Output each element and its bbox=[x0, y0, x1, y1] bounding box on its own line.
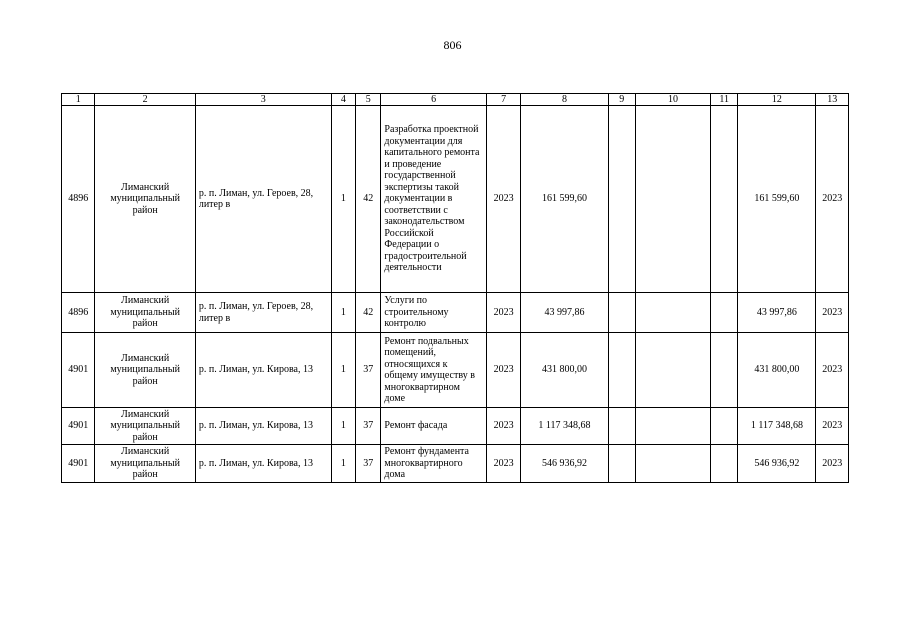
municipality-cell: Лиманский муниципальный район bbox=[95, 408, 195, 445]
table-row bbox=[62, 445, 849, 483]
col12-amount-cell: 431 800,00 bbox=[738, 333, 816, 408]
column-header: 6 bbox=[381, 94, 486, 106]
address-cell: р. п. Лиман, ул. Кирова, 13 bbox=[195, 408, 331, 445]
municipality-cell: Лиманский муниципальный район bbox=[95, 333, 195, 408]
col4-cell: 1 bbox=[331, 333, 355, 408]
column-number-row bbox=[62, 94, 849, 106]
col13-year-cell: 2023 bbox=[816, 408, 849, 445]
col5-cell: 42 bbox=[356, 106, 381, 293]
col10-cell bbox=[635, 445, 710, 483]
work-type-cell: Ремонт фасада bbox=[381, 408, 486, 445]
column-header: 7 bbox=[486, 94, 520, 106]
page-number: 806 bbox=[443, 38, 462, 52]
col5-cell: 37 bbox=[356, 445, 381, 483]
column-header: 4 bbox=[331, 94, 355, 106]
col11-cell bbox=[710, 333, 737, 408]
building-id-cell: 4901 bbox=[62, 445, 95, 483]
amount-cell: 431 800,00 bbox=[521, 333, 608, 408]
municipality-cell: Лиманский муниципальный район bbox=[95, 293, 195, 333]
col11-cell bbox=[710, 293, 737, 333]
col12-amount-cell: 546 936,92 bbox=[738, 445, 816, 483]
col13-year-cell: 2023 bbox=[816, 106, 849, 293]
address-cell: р. п. Лиман, ул. Кирова, 13 bbox=[195, 445, 331, 483]
col12-amount-cell: 43 997,86 bbox=[738, 293, 816, 333]
col11-cell bbox=[710, 106, 737, 293]
col10-cell bbox=[635, 106, 710, 293]
col13-year-cell: 2023 bbox=[816, 445, 849, 483]
work-type-cell: Разработка проектной документации для капитального ремонта и проведение государственной экспертизы такой документации в соответствии с законодательством Российской Федерации о градостроительной деятельности bbox=[381, 106, 486, 293]
column-header: 3 bbox=[195, 94, 331, 106]
col11-cell bbox=[710, 445, 737, 483]
year-cell: 2023 bbox=[486, 293, 520, 333]
municipality-cell: Лиманский муниципальный район bbox=[95, 445, 195, 483]
col5-cell: 37 bbox=[356, 333, 381, 408]
year-cell: 2023 bbox=[486, 408, 520, 445]
table-row bbox=[62, 333, 849, 408]
col4-cell: 1 bbox=[331, 106, 355, 293]
year-cell: 2023 bbox=[486, 106, 520, 293]
table-row bbox=[62, 293, 849, 333]
column-header: 2 bbox=[95, 94, 195, 106]
work-type-cell: Ремонт фундамента многоквартирного дома bbox=[381, 445, 486, 483]
column-header: 11 bbox=[710, 94, 737, 106]
column-header: 1 bbox=[62, 94, 95, 106]
col5-cell: 42 bbox=[356, 293, 381, 333]
col10-cell bbox=[635, 293, 710, 333]
building-id-cell: 4901 bbox=[62, 408, 95, 445]
building-id-cell: 4901 bbox=[62, 333, 95, 408]
col12-amount-cell: 1 117 348,68 bbox=[738, 408, 816, 445]
col5-cell: 37 bbox=[356, 408, 381, 445]
address-cell: р. п. Лиман, ул. Героев, 28, литер в bbox=[195, 106, 331, 293]
col11-cell bbox=[710, 408, 737, 445]
col10-cell bbox=[635, 408, 710, 445]
col9-cell bbox=[608, 333, 635, 408]
col4-cell: 1 bbox=[331, 445, 355, 483]
col9-cell bbox=[608, 445, 635, 483]
column-header: 13 bbox=[816, 94, 849, 106]
column-header: 9 bbox=[608, 94, 635, 106]
col9-cell bbox=[608, 106, 635, 293]
address-cell: р. п. Лиман, ул. Кирова, 13 bbox=[195, 333, 331, 408]
col4-cell: 1 bbox=[331, 408, 355, 445]
capital-repair-table bbox=[61, 93, 849, 483]
municipality-cell: Лиманский муниципальный район bbox=[95, 106, 195, 293]
amount-cell: 161 599,60 bbox=[521, 106, 608, 293]
building-id-cell: 4896 bbox=[62, 106, 95, 293]
year-cell: 2023 bbox=[486, 445, 520, 483]
col9-cell bbox=[608, 293, 635, 333]
col10-cell bbox=[635, 333, 710, 408]
column-header: 12 bbox=[738, 94, 816, 106]
address-cell: р. п. Лиман, ул. Героев, 28, литер в bbox=[195, 293, 331, 333]
col12-amount-cell: 161 599,60 bbox=[738, 106, 816, 293]
amount-cell: 546 936,92 bbox=[521, 445, 608, 483]
table-row bbox=[62, 106, 849, 293]
work-type-cell: Услуги по строительному контролю bbox=[381, 293, 486, 333]
col9-cell bbox=[608, 408, 635, 445]
col4-cell: 1 bbox=[331, 293, 355, 333]
table-row bbox=[62, 408, 849, 445]
amount-cell: 1 117 348,68 bbox=[521, 408, 608, 445]
column-header: 10 bbox=[635, 94, 710, 106]
column-header: 5 bbox=[356, 94, 381, 106]
col13-year-cell: 2023 bbox=[816, 333, 849, 408]
amount-cell: 43 997,86 bbox=[521, 293, 608, 333]
building-id-cell: 4896 bbox=[62, 293, 95, 333]
year-cell: 2023 bbox=[486, 333, 520, 408]
col13-year-cell: 2023 bbox=[816, 293, 849, 333]
column-header: 8 bbox=[521, 94, 608, 106]
work-type-cell: Ремонт подвальных помещений, относящихся к общему имуществу в многоквартирном доме bbox=[381, 333, 486, 408]
